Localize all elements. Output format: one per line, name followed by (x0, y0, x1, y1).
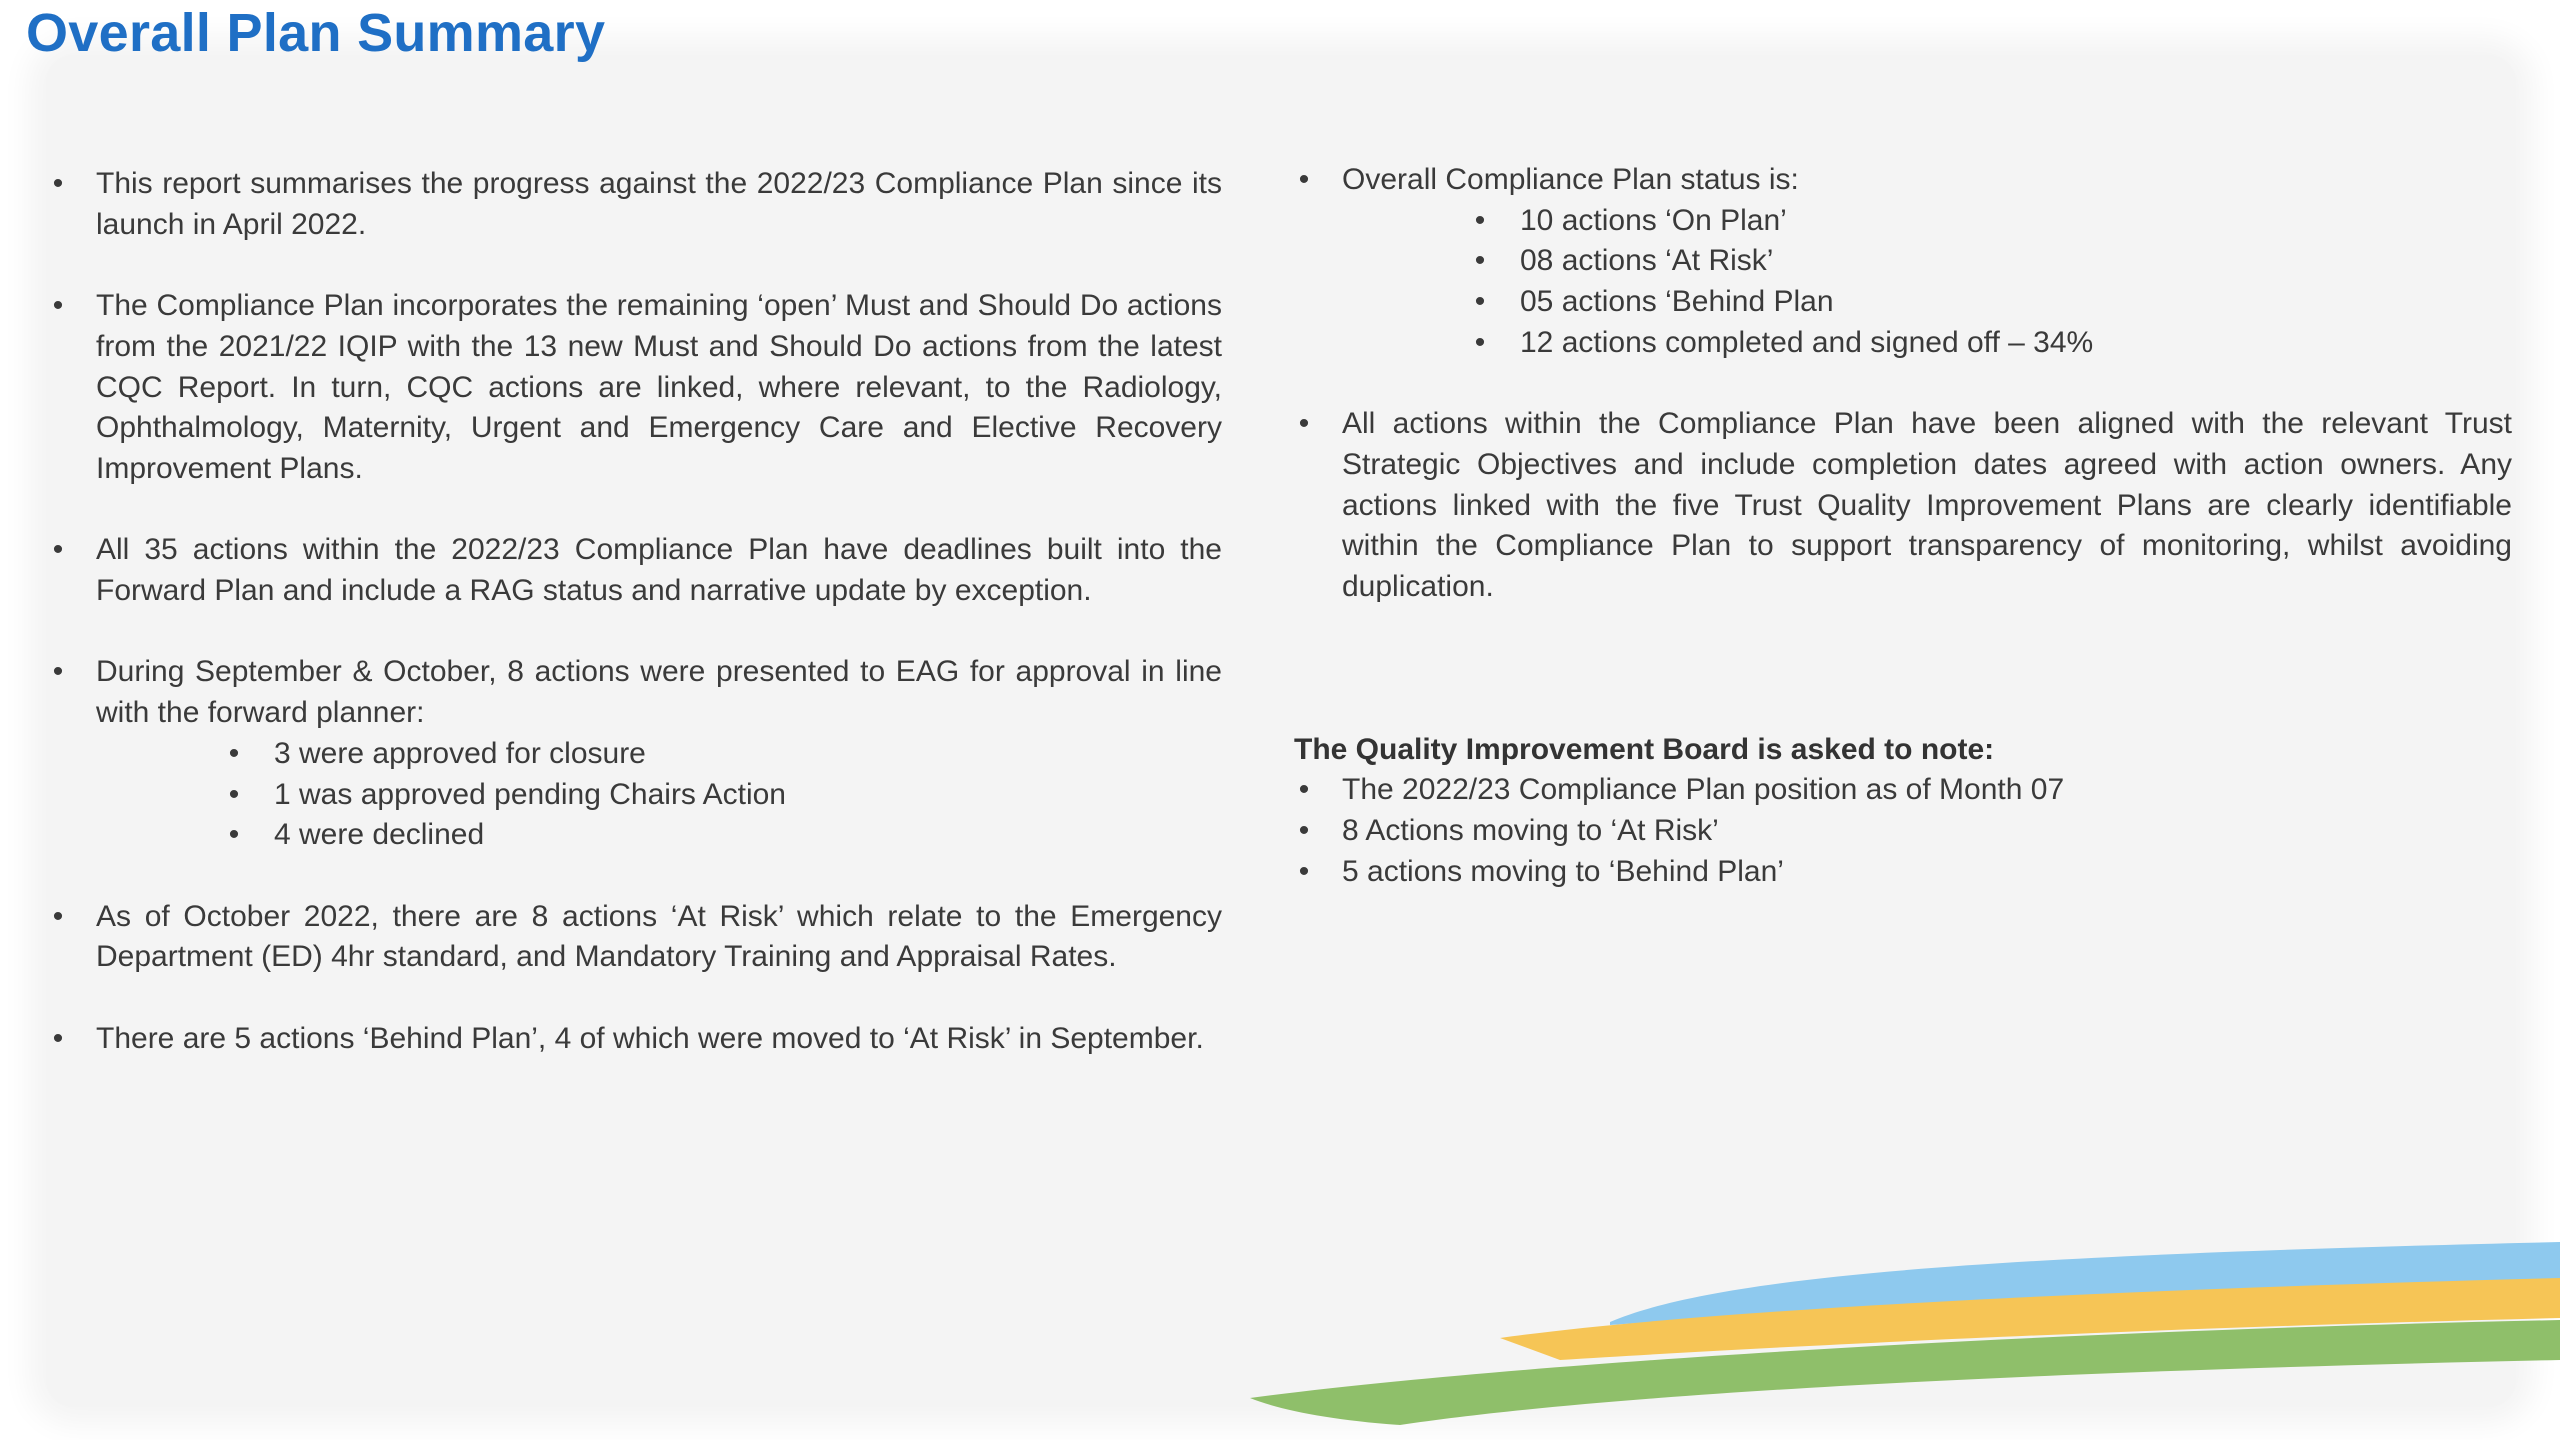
bullet-icon: • (52, 1021, 64, 1055)
bullet-icon: • (52, 533, 64, 567)
status-item-at-risk: 08 actions ‘At Risk’ (1520, 244, 1774, 278)
bullet-icon: • (228, 777, 240, 811)
bullet-icon: • (52, 899, 64, 933)
status-item-completed: 12 actions completed and signed off – 34% (1520, 325, 2094, 359)
status-item-behind-plan: 05 actions ‘Behind Plan (1520, 285, 1834, 319)
bullet-icon: • (1298, 407, 1310, 441)
status-item-on-plan: 10 actions ‘On Plan’ (1520, 203, 1787, 237)
bullet-icon: • (228, 736, 240, 770)
note-item-text: 8 Actions moving to ‘At Risk’ (1342, 814, 1719, 848)
bullet-icon: • (1298, 163, 1310, 196)
note-item-text: The 2022/23 Compliance Plan position as of Month 07 (1342, 773, 2065, 807)
list-item-text: During September & October, 8 actions were presented to EAG for approval in line with the forward planner: (96, 655, 1222, 730)
sub-list-item-text: 3 were approved for closure (274, 736, 646, 770)
bullet-icon: • (1474, 203, 1486, 237)
note-heading: The Quality Improvement Board is asked to note: (1294, 732, 1995, 766)
bullet-icon: • (52, 289, 64, 323)
bullet-icon: • (1474, 325, 1486, 359)
bullet-icon: • (52, 655, 64, 689)
bullet-icon: • (1474, 285, 1486, 319)
bullet-icon: • (52, 167, 64, 200)
list-item-text: This report summarises the progress against the 2022/23 Compliance Plan since its launch in April 2022. (96, 167, 1222, 241)
list-item-text: The Compliance Plan incorporates the remaining ‘open’ Must and Should Do actions from the 2021/22 IQIP with the 13 new Must and Should Do actions from the latest CQC Report. In turn, CQC actions are linked, where relevant, to the Radiology, Ophthalmology, Maternity, Urgent and Emergency Care and Elective Recovery Improvement Plans. (96, 289, 1222, 485)
list-item-text: All 35 actions within the 2022/23 Compliance Plan have deadlines built into the Forward Plan and include a RAG status and narrative update by exception. (96, 533, 1222, 607)
bullet-icon: • (1474, 244, 1486, 278)
page-title: Overall Plan Summary (26, 3, 606, 63)
note-item-text: 5 actions moving to ‘Behind Plan’ (1342, 854, 1784, 888)
alignment-text: All actions within the Compliance Plan have been aligned with the relevant Trust Strategic Objectives and include completion dates agreed with action owners. Any actions linked with the five Trust Quality Improvement Plans are clearly identifiable within the Compliance Plan to support transparency of monitoring, whilst avoiding duplication. (1342, 407, 2512, 604)
status-intro: Overall Compliance Plan status is: (1342, 163, 1799, 196)
bullet-icon: • (228, 818, 240, 852)
bullet-icon: • (1298, 854, 1310, 888)
list-item-text: As of October 2022, there are 8 actions ‘At Risk’ which relate to the Emergency Department (ED) 4hr standard, and Mandatory Training and Appraisal Rates. (96, 899, 1222, 974)
sub-list-item-text: 1 was approved pending Chairs Action (274, 777, 786, 811)
bullet-icon: • (1298, 773, 1310, 807)
bullet-icon: • (1298, 814, 1310, 848)
list-item-text: There are 5 actions ‘Behind Plan’, 4 of which were moved to ‘At Risk’ in September. (96, 1021, 1204, 1055)
sub-list-item-text: 4 were declined (274, 818, 485, 852)
